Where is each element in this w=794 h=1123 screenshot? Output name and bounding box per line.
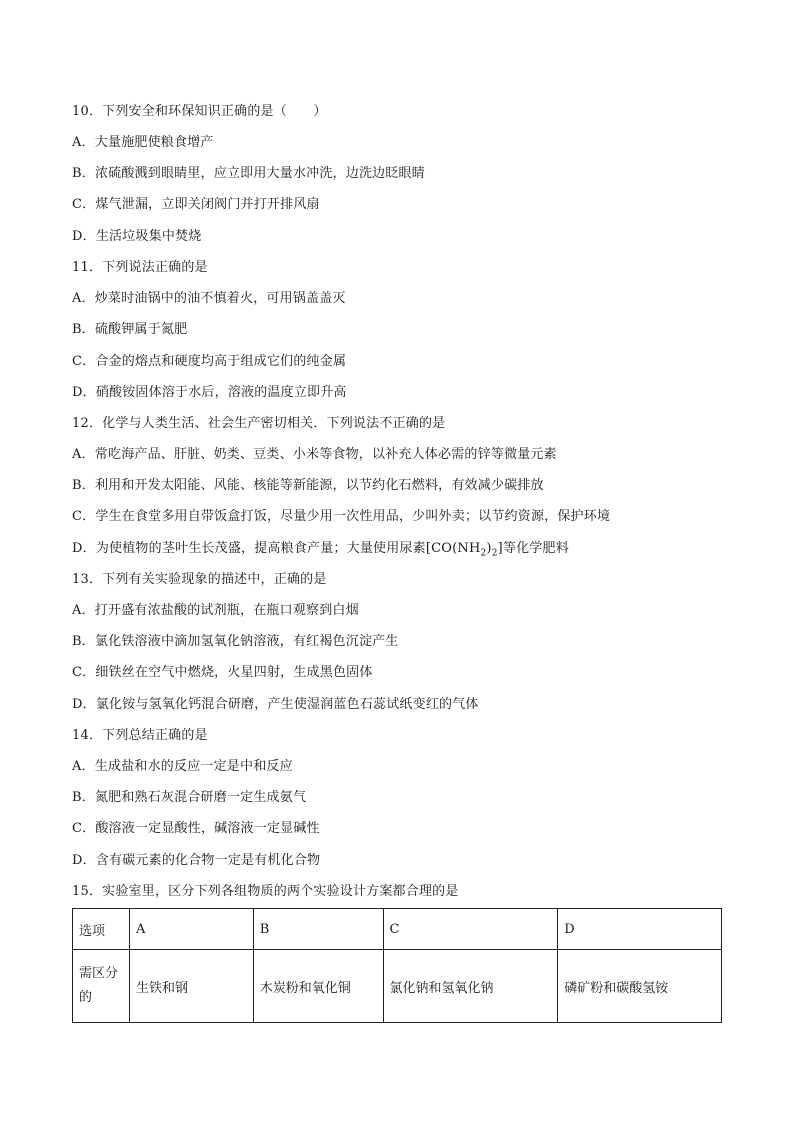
- q14-option-c: C．酸溶液一定显酸性，碱溶液一定显碱性: [72, 821, 320, 836]
- table-header-cell: C: [383, 909, 558, 950]
- table-cell: 木炭粉和氧化铜: [253, 950, 383, 1023]
- q13-option-a: A．打开盛有浓盐酸的试剂瓶，在瓶口观察到白烟: [72, 603, 359, 618]
- q11-option-b: B．硫酸钾属于氮肥: [72, 322, 188, 337]
- q11-option-c: C．合金的熔点和硬度均高于组成它们的纯金属: [72, 354, 347, 369]
- q10-option-a: A．大量施肥使粮食增产: [72, 135, 214, 150]
- q13-option-c: C．细铁丝在空气中燃烧，火星四射，生成黑色固体: [72, 665, 373, 680]
- table-row: [73, 950, 722, 1023]
- table-header-cell: B: [253, 909, 383, 950]
- table-header-cell: D: [558, 909, 722, 950]
- q11-option-d: D．硝酸铵固体溶于水后，溶液的温度立即升高: [72, 385, 347, 400]
- question-10-stem: 10．下列安全和环保知识正确的是（ ）: [72, 104, 327, 119]
- table-cell: 生铁和钢: [129, 950, 253, 1023]
- question-15-stem: 15．实验室里，区分下列各组物质的两个实验设计方案都合理的是: [72, 884, 459, 899]
- table-cell: 磷矿粉和碳酸氢铵: [558, 950, 722, 1023]
- q12-option-a: A．常吃海产品、肝脏、奶类、豆类、小米等食物，以补充人体必需的锌等微量元素: [72, 447, 557, 462]
- q11-option-a: A．炒菜时油锅中的油不慎着火，可用锅盖盖灭: [72, 291, 346, 306]
- q12-option-d-sub: 2: [480, 548, 487, 559]
- question-12-stem: 12．化学与人类生活、社会生产密切相关．下列说法不正确的是: [72, 416, 446, 431]
- q10-option-b: B．浓硫酸溅到眼睛里，应立即用大量水冲洗，边洗边眨眼睛: [72, 166, 425, 181]
- q12-option-b: B．利用和开发太阳能、风能、核能等新能源，以节约化石燃料，有效减少碳排放: [72, 478, 544, 493]
- q12-option-d-tail: ]等化学肥料: [497, 541, 569, 556]
- question-14-stem: 14．下列总结正确的是: [72, 728, 208, 743]
- table-header-cell: A: [129, 909, 253, 950]
- q12-option-d-text: D．为使植物的茎叶生长茂盛，提高粮食产量；大量使用尿素[CO(NH: [72, 541, 481, 556]
- q10-option-d: D．生活垃圾集中焚烧: [72, 229, 202, 244]
- table-cell: 氯化钠和氢氧化钠: [383, 950, 558, 1023]
- options-table: [72, 908, 722, 1023]
- row-label: 需区分的: [79, 966, 119, 1005]
- q10-option-c: C．煤气泄漏，立即关闭阀门并打开排风扇: [72, 197, 320, 212]
- table-header-cell: 选项: [73, 909, 130, 950]
- table-cell: [73, 950, 130, 1023]
- q14-option-d: D．含有碳元素的化合物一定是有机化合物: [72, 853, 321, 868]
- q12-option-d: [72, 540, 569, 563]
- q14-option-a: A．生成盐和水的反应一定是中和反应: [72, 759, 293, 774]
- q13-option-b: B．氯化铁溶液中滴加氢氧化钠溶液，有红褐色沉淀产生: [72, 634, 399, 649]
- q13-option-d: D．氯化铵与氢氧化钙混合研磨，产生使湿润蓝色石蕊试纸变红的气体: [72, 697, 479, 712]
- q12-option-d-sub2: 2: [491, 548, 498, 559]
- q12-option-c: C．学生在食堂多用自带饭盒打饭，尽量少用一次性用品，少叫外卖；以节约资源，保护环境: [72, 509, 611, 524]
- q14-option-b: B．氮肥和熟石灰混合研磨一定生成氨气: [72, 790, 307, 805]
- question-13-stem: 13．下列有关实验现象的描述中，正确的是: [72, 572, 327, 587]
- question-11-stem: 11．下列说法正确的是: [72, 260, 208, 275]
- table-header-row: [73, 909, 722, 950]
- q12-option-d-mid: ): [486, 541, 492, 556]
